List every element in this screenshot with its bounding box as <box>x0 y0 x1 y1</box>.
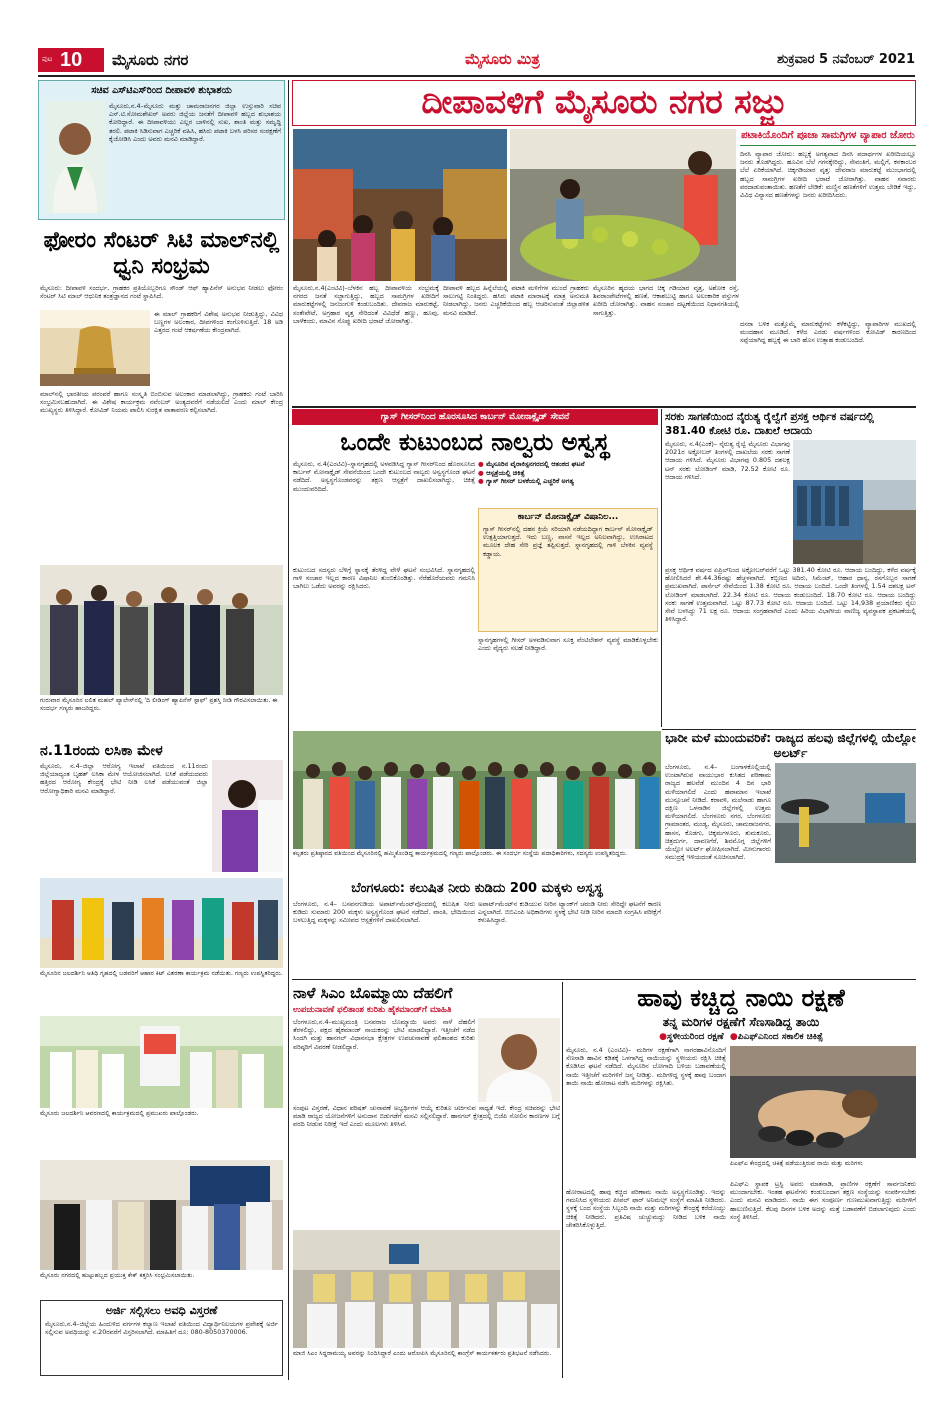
dog-bullet-2: ಪಿಎಫ್‌ಎನಿಂದ ಸಕಾಲಿಕ ಚಿಕಿತ್ಸೆ <box>737 1032 823 1042</box>
dog-photo-caption: ಪಿಎಫ್‌ಎ ಕೇಂದ್ರದಲ್ಲಿ ಚಿಕಿತ್ಸೆ ಪಡೆಯುತ್ತಿರುವ ನಾಯಿ ಮತ್ತು ಮರಿಗಳು <box>730 1160 863 1167</box>
award-caption: ಗುರುವಾರ ಮೈಸೂರಿನ ಲಲಿತ ಮಹಲ್ ಪ್ಯಾಲೇಸ್‌ನಲ್ಲಿ 'ದಿ ಲೀಡಿಂಗ್ ಹ್ಯಾಪಿನೆಸ್ ಸ್ಟಾಫ್' ಪ್ರಶಸ್ತಿ ನೀಡಿ ಗೌರವಿಸಲಾಯಿತು. ಈ ಸಂದರ್ಭ ಗಣ್ಯರು ಹಾಜರಿದ್ದರು. <box>40 697 278 712</box>
gas-body-1: ಮೈಸೂರು, ನ.4(ಎಂಟಿವಿ)–ಸ್ನಾನಗೃಹದಲ್ಲಿ ಅಳವಡಿಸಿದ್ದ ಗ್ಯಾಸ್ ಗೀಸರ್‌ನಿಂದ ಹೊರಸೂಸಿದ ಕಾರ್ಬನ್ ಮೋನಾಕ್ಸೈಡ್ ಸೇವನೆಯಿಂದ ಒಂದೇ ಕುಟುಂಬದ ನಾಲ್ವರು ಅಸ್ವಸ್ಥಗೊಂಡ ಘಟನೆ ನಡೆದಿದೆ. ಅಸ್ವಸ್ಥಗೊಂಡವರನ್ನು ತಕ್ಷಣ ಆಸ್ಪತ್ರೆಗೆ ದಾಖಲಿಸಲಾಗಿದ್ದು, ಚಿಕಿತ್ಸೆ ಮುಂದುವರಿದಿದೆ. <box>293 460 475 493</box>
cm-portrait <box>478 1018 560 1102</box>
dog-body-1: ಮೈಸೂರು, ನ.4 (ಎಂಟಿವಿ)– ಮರಿಗಳ ರಕ್ಷಣೆಗಾಗಿ ನಾಗರಹಾವಿನೊಂದಿಗೆ ಸೆಣಸಾಡಿ ಹಾವಿನ ಕಡಿತಕ್ಕೆ ಒಳಗಾಗಿದ್ದ ನಾಯಿಯನ್ನು ಸ್ಥಳೀಯರು ರಕ್ಷಿಸಿ ಚಿಕಿತ್ಸೆ ಕೊಡಿಸಿದ ಘಟನೆ ನಡೆದಿದೆ. ಮೈಸೂರಿನ ಬೋಗಾದಿ ಬಳಿಯ ಬಡಾವಣೆಯಲ್ಲಿ ನಾಯಿ ಇತ್ತೀಚೆಗೆ ಮರಿಗಳಿಗೆ ಜನ್ಮ ನೀಡಿತ್ತು. ಮರಿಗಳಿದ್ದ ಸ್ಥಳಕ್ಕೆ ಹಾವು ಬಂದಾಗ ತಾಯಿ ನಾಯಿ ಹೋರಾಟ ನಡೆಸಿ ಮರಿಗಳನ್ನು ರಕ್ಷಿಸಿತು. <box>566 1046 726 1087</box>
gas-bullets <box>478 460 658 504</box>
gas-bullet-3-text: ಗ್ಯಾಸ್ ಗೀಸರ್ ಬಳಕೆಯಲ್ಲಿ ಎಚ್ಚರಿಕೆ ಅಗತ್ಯ <box>486 477 574 486</box>
gas-headline: ಒಂದೇ ಕುಟುಂಬದ ನಾಲ್ವರು ಅಸ್ವಸ್ಥ <box>340 428 610 456</box>
minister-body: ಮೈಸೂರು,ನ.4–ಮೈಸೂರು ಮತ್ತು ಚಾಮರಾಜನಗರ ಜಿಲ್ಲಾ ಉಸ್ತುವಾರಿ ಸಚಿವ ಎಸ್.ಟಿ.ಸೋಮಶೇಖರ್ ಅವರು ಜಿಲ್ಲೆಯ ಜನತೆಗೆ ದೀಪಾವಳಿ ಹಬ್ಬದ ಶುಭಾಶಯ ಕೋರಿದ್ದಾರೆ. ಈ ದೀಪಾವಳಿಯು ಎಲ್ಲರ ಬಾಳಿನಲ್ಲಿ ಸುಖ, ಶಾಂತಿ ಮತ್ತು ಸಮೃದ್ಧಿ ತರಲಿ. ಪಟಾಕಿ ಸಿಡಿಸುವಾಗ ಎಚ್ಚರಿಕೆ ವಹಿಸಿ, ಹಸಿರು ಪಟಾಕಿ ಬಳಸಿ ಪರಿಸರ ಸಂರಕ್ಷಣೆಗೆ ಕೈಜೋಡಿಸಿ ಎಂದು ಅವರು ಮನವಿ ಮಾಡಿದ್ದಾರೆ. <box>109 102 281 143</box>
forum-bell-photo <box>40 310 150 386</box>
group-photo <box>293 731 661 849</box>
dog-bullet-1: ಸ್ಥಳೀಯರಿಂದ ರಕ್ಷಣೆ <box>666 1032 724 1042</box>
lead-body-3: ಮೈಸೂರಿನ ಹೃದಯ ಭಾಗದ ಚಿಕ್ಕ ಗಡಿಯಾರ ವೃತ್ತ, ಅಶೋಕ ರಸ್ತೆ, ಶಿವರಾಂಪೇಟೆಗಳಲ್ಲಿ ಹಣತೆ, ಆಕಾಶಬುಟ್ಟಿ ಹಾಗೂ ಅಲಂಕಾರಿಕ ವಸ್ತುಗಳ ಖರೀದಿ ಜೋರಾಗಿತ್ತು. ವಾಹನ ಸಂಚಾರ ದಟ್ಟಣೆಯಿಂದ ನಿಧಾನಗತಿಯಲ್ಲಿ ಸಾಗುತ್ತಿತ್ತು. <box>593 284 739 317</box>
railway-body-1: ಮೈಸೂರು, ನ.4(ಎಂಕೆ)– ನೈರುತ್ಯ ರೈಲ್ವೆ ಮೈಸೂರು ವಿಭಾಗವು 2021ರ ಅಕ್ಟೋಬರ್ ತಿಂಗಳಲ್ಲಿ ದಾಖಲೆಯ ಸರಕು ಸಾಗಣೆ ಆದಾಯ ಗಳಿಸಿದೆ. ಮೈಸೂರು ವಿಭಾಗವು 0.805 ದಶಲಕ್ಷ ಟನ್ ಸರಕು ಲೋಡಿಂಗ್ ಮಾಡಿ, 72.52 ಕೋಟಿ ರೂ. ಆದಾಯ ಗಳಿಸಿದೆ. <box>665 440 790 481</box>
masthead-rule <box>38 75 915 77</box>
lead-headline: ದೀಪಾವಳಿಗೆ ಮೈಸೂರು ನಗರ ಸಜ್ಜು <box>421 82 787 121</box>
cm-headline: ನಾಳೆ ಸಿಎಂ ಬೊಮ್ಮಾಯಿ ದೆಹಲಿಗೆ <box>293 984 453 1002</box>
bengaluru-body-1: ಬೆಂಗಳೂರು, ನ.4– ಬಸವನಗುಡಿಯ ಅಪಾರ್ಟ್‌ಮೆಂಟ್‌ವೊಂದರಲ್ಲಿ ಕಲುಷಿತ ನೀರು ಕುಡಿದು ಸುಮಾರು 200 ಮಕ್ಕಳು ಅಸ್ವಸ್ಥಗೊಂಡ ಘಟನೆ ನಡೆದಿದೆ. ವಾಂತಿ, ಭೇದಿಯಿಂದ ಬಳಲುತ್ತಿದ್ದ ಮಕ್ಕಳನ್ನು ಸಮೀಪದ ಆಸ್ಪತ್ರೆಗಳಿಗೆ ದಾಖಲಿಸಲಾಗಿದೆ. <box>293 900 475 925</box>
market-photo-2 <box>510 129 736 281</box>
gas-bullet-1: ● ಮೈಸೂರಿನ ವೈರಾಕಿಸ್ಪನಗರದಲ್ಲಿ ಆತಂಕದ ಘಟನೆ <box>478 460 585 468</box>
lead-sidebar-body: ದಿನಸಿ ವ್ಯಾಪಾರ ಜೋರು: ಹಬ್ಬಕ್ಕೆ ಅಗತ್ಯವಾದ ದಿನಸಿ ಪದಾರ್ಥಗಳ ಖರೀದಿಯಲ್ಲೂ ಜನರು ತೊಡಗಿದ್ದರು. ಹೂವಿನ ಬೆಲೆ ಗಗನಕ್ಕೇರಿದ್ದು, ಸೇವಂತಿಗೆ, ಮಲ್ಲಿಗೆ, ಕನಕಾಂಬರ ಬೆಲೆ ಏರಿಕೆಯಾಗಿದೆ. ಚಿಕ್ಕಗಡಿಯಾರ ವೃತ್ತ: ದೇವರಾಜ ಮಾರುಕಟ್ಟೆ ಮುಂಭಾಗದಲ್ಲಿ ಹಬ್ಬದ ಸಾಮಗ್ರಿಗಳ ಖರೀದಿ ಭರಾಟೆ ಜೋರಾಗಿತ್ತು. ವಾಹನ ಸವಾರರು ಪರದಾಡುವಂತಾಯಿತು. ಹಣತೆಗೆ ಬೇಡಿಕೆ: ಮಣ್ಣಿನ ಹಣತೆಗಳಿಗೆ ಉತ್ತಮ ಬೇಡಿಕೆ ಇದ್ದು, ವಿವಿಧ ವಿನ್ಯಾಸದ ಹಣತೆಗಳನ್ನು ಜನರು ಖರೀದಿಸಿದರು. <box>740 150 916 200</box>
cm-subhead: ಉಪಚುನಾವಣೆ ಫಲಿತಾಂಶ ಕುರಿತು ಹೈಕಮಾಂಡ್‌ಗೆ ಮಾಹಿತಿ <box>293 1005 452 1015</box>
application-body: ಮೈಸೂರು,ನ.4–ಜಿಲ್ಲೆಯ ಹಿಂದುಳಿದ ವರ್ಗಗಳ ಕಲ್ಯಾಣ ಇಲಾಖೆ ವತಿಯಿಂದ ವಿದ್ಯಾರ್ಥಿನಿಲಯಗಳ ಪ್ರವೇಶಕ್ಕೆ ಅರ್ಜಿ ಸಲ್ಲಿಸುವ ಅವಧಿಯನ್ನು ನ.20ರವರೆಗೆ ವಿಸ್ತರಿಸಲಾಗಿದೆ. ಮಾಹಿತಿಗೆ ದೂ: 080-8050370006. <box>45 1320 278 1337</box>
lead-bottom-rule <box>292 406 916 408</box>
dog-body-2: ಹೋರಾಟದಲ್ಲಿ ಹಾವು ಕಚ್ಚಿದ ಪರಿಣಾಮ ನಾಯಿ ಅಸ್ವಸ್ಥಗೊಂಡಿತ್ತು. ಇದನ್ನು ಗಮನಿಸಿದ ಸ್ಥಳೀಯರು ಪೀಪಲ್ ಫಾರ್ ಅನಿಮಲ್ಸ್ ಸಂಸ್ಥೆಗೆ ಮಾಹಿತಿ ನೀಡಿದರು. ಸ್ಥಳಕ್ಕೆ ಬಂದ ಸಂಸ್ಥೆಯ ಸಿಬ್ಬಂದಿ ನಾಯಿ ಮತ್ತು ಮರಿಗಳನ್ನು ಕೇಂದ್ರಕ್ಕೆ ಕರೆದೊಯ್ದು ಚಿಕಿತ್ಸೆ ನೀಡಿದರು. ಪ್ರತಿವಿಷ ಚುಚ್ಚುಮದ್ದು ನೀಡಿದ ಬಳಿಕ ನಾಯಿ ಚೇತರಿಸಿಕೊಳ್ಳುತ್ತಿದೆ. <box>566 1188 726 1229</box>
bengaluru-body-2: ಅಪಾರ್ಟ್‌ಮೆಂಟ್‌ನ ಕುಡಿಯುವ ನೀರಿನ ಟ್ಯಾಂಕ್‌ಗೆ ಚರಂಡಿ ನೀರು ಸೇರಿದ್ದೇ ಘಟನೆಗೆ ಕಾರಣ ಎನ್ನಲಾಗಿದೆ. ಬಿಬಿಎಂಪಿ ಅಧಿಕಾರಿಗಳು ಸ್ಥಳಕ್ಕೆ ಭೇಟಿ ನೀಡಿ ನೀರಿನ ಮಾದರಿ ಸಂಗ್ರಹಿಸಿ ಪರೀಕ್ಷೆಗೆ ಕಳುಹಿಸಿದ್ದಾರೆ. <box>478 900 661 925</box>
gas-bullet-2-text: ಆಸ್ಪತ್ರೆಯಲ್ಲಿ ಚಿಕಿತ್ಸೆ <box>486 468 525 477</box>
food-kit-photo <box>40 878 283 968</box>
masthead <box>30 48 915 74</box>
gas-bullet-3: ● ಗ್ಯಾಸ್ ಗೀಸರ್ ಬಳಕೆಯಲ್ಲಿ ಎಚ್ಚರಿಕೆ ಅಗತ್ಯ <box>478 477 574 486</box>
food-kit-caption: ಮೈಸೂರಿನ ಜಲದರ್ಶಿನಿ ಅತಿಥಿ ಗೃಹದಲ್ಲಿ ಬಡವರಿಗೆ ಆಹಾರ ಕಿಟ್ ವಿತರಣಾ ಕಾರ್ಯಕ್ರಮ ನಡೆಯಿತು. ಗಣ್ಯರು ಉಪಸ್ಥಿತರಿದ್ದರು. <box>40 970 283 977</box>
gas-kicker-bar <box>292 409 658 425</box>
forum-body-1: ಮೈಸೂರು: ದೀಪಾವಳಿ ಸಂದರ್ಭ, ಗ್ರಾಹಕರ ಪ್ರತಿಯೊಬ್ಬರಿಗೂ ಸೌಂಡ್ ಆಫ್ ಹ್ಯಾಪಿನೆಸ್ ಅನುಭವ ನೀಡಲು ಫೋರಂ ಸೆಂಟರ್ ಸಿಟಿ ಮಾಲ್ ಆಧುನಿಕ ತಂತ್ರಜ್ಞಾನದ ಗಂಟೆ ಸ್ಥಾಪಿಸಿದೆ. <box>40 284 283 301</box>
bengaluru-headline: ಬೆಂಗಳೂರು: ಕಲುಷಿತ ನೀರು ಕುಡಿದು 200 ಮಕ್ಕಳು ಅಸ್ವಸ್ಥ <box>351 881 603 896</box>
lead-body-4: ದಸರಾ ಬಳಿಕ ಮತ್ತೊಮ್ಮೆ ಮಾರುಕಟ್ಟೆಗಳು ಕಳೆಕಟ್ಟಿದ್ದು, ವ್ಯಾಪಾರಿಗಳ ಮುಖದಲ್ಲಿ ಮಂದಹಾಸ ಮೂಡಿದೆ. ಕಳೆದ ಎರಡು ವರ್ಷಗಳಿಂದ ಕೋವಿಡ್ ಕಾರಣದಿಂದ ಸಪ್ಪೆಯಾಗಿದ್ದ ಹಬ್ಬಕ್ಕೆ ಈ ಬಾರಿ ಹೊಸ ಉತ್ಸಾಹ ಕಂಡುಬಂದಿದೆ. <box>740 320 916 345</box>
paper-name: ಮೈಸೂರು ಮಿತ್ರ <box>465 50 540 68</box>
gas-info-box <box>478 508 658 632</box>
lead-sidebar-headline: ಪಟಾಕಿಯೊಂದಿಗೆ ಪೂಜಾ ಸಾಮಗ್ರಿಗಳ ವ್ಯಾಪಾರ ಜೋರು <box>740 129 916 146</box>
railway-headline: ಸರಕು ಸಾಗಣೆಯಿಂದ ನೈರುತ್ಯ ರೈಲ್ವೆಗೆ ಪ್ರಸಕ್ತ ಆರ್ಥಿಕ ವರ್ಷದಲ್ಲಿ 381.40 ಕೋಟಿ ರೂ. ದಾಖಲೆ ಆದಾಯ <box>665 411 874 437</box>
minister-headline: ಸಚಿವ ಎಸ್‌ಟಿಎಸ್‌ರಿಂದ ದೀಪಾವಳಿ ಶುಭಾಶಯ <box>91 85 232 96</box>
dog-photo <box>730 1046 916 1158</box>
left-column-divider <box>288 80 289 1380</box>
forum-body-2: ಈ ಮಾಲ್ ಗ್ರಾಹಕರಿಗೆ ವಿಶೇಷ ಅನುಭವ ನೀಡುತ್ತಿದ್ದು, ವಿವಿಧ ಬಣ್ಣಗಳ ಅಲಂಕಾರ, ದೀಪಗಳಿಂದ ಕಂಗೊಳಿಸುತ್ತಿದೆ. 18 ಅಡಿ ಎತ್ತರದ ಗಂಟೆ ಆಕರ್ಷಣೆಯ ಕೇಂದ್ರವಾಗಿದೆ. <box>154 310 283 335</box>
application-headline: ಅರ್ಜಿ ಸಲ್ಲಿಸಲು ಅವಧಿ ವಿಸ್ತರಣೆ <box>105 1304 218 1317</box>
forum-headline: ಫೋರಂ ಸೆಂಟರ್ ಸಿಟಿ ಮಾಲ್‌ನಲ್ಲಿ ಧ್ವನಿ ಸಂಭ್ರಮ <box>43 228 280 279</box>
cake-caption: ಮೈಸೂರು ನಗರದಲ್ಲಿ ಹುಟ್ಟುಹಬ್ಬದ ಪ್ರಯುಕ್ತ ಕೇಕ್ ಕತ್ತರಿಸಿ ಸಂಭ್ರಮಿಸಲಾಯಿತು. <box>40 1272 195 1279</box>
flag-caption: ಮೈಸೂರು ಜಲದರ್ಶಿನಿ ಆವರಣದಲ್ಲಿ ಕಾರ್ಯಕ್ರಮದಲ್ಲಿ ಪ್ರಮುಖರು ಪಾಲ್ಗೊಂಡರು. <box>40 1110 199 1117</box>
dog-bullets: ●ಸ್ಥಳೀಯರಿಂದ ರಕ್ಷಣೆ ●ಪಿಎಫ್‌ಎನಿಂದ ಸಕಾಲಿಕ ಚಿಕಿತ್ಸೆ <box>659 1032 823 1042</box>
cm-body-2: ಸಂಪುಟ ವಿಸ್ತರಣೆ, ವಿಧಾನ ಪರಿಷತ್ ಚುನಾವಣೆ ಅಭ್ಯರ್ಥಿಗಳ ಆಯ್ಕೆ ಕುರಿತೂ ಚರ್ಚಿಸುವ ಸಾಧ್ಯತೆ ಇದೆ. ಕೇಂದ್ರ ಸಚಿವರನ್ನು ಭೇಟಿ ಮಾಡಿ ರಾಜ್ಯದ ಯೋಜನೆಗಳಿಗೆ ಅನುದಾನ ಬಿಡುಗಡೆಗೆ ಮನವಿ ಸಲ್ಲಿಸಲಿದ್ದಾರೆ. ಹಾನಗಲ್ ಕ್ಷೇತ್ರದಲ್ಲಿ ಬಿಜೆಪಿ ಸೋಲಿನ ಕಾರಣಗಳ ಬಗ್ಗೆ ವರದಿ ನೀಡುವ ನಿರೀಕ್ಷೆ ಇದೆ ಎಂದು ಮೂಲಗಳು ತಿಳಿಸಿವೆ. <box>293 1104 560 1129</box>
section-title: ಮೈಸೂರು ನಗರ <box>112 51 189 69</box>
rain-body-continued <box>665 867 916 927</box>
gas-bullet-1-text: ಮೈಸೂರಿನ ವೈರಾಕಿಸ್ಪನಗರದಲ್ಲಿ ಆತಂಕದ ಘಟನೆ <box>486 460 585 468</box>
minister-wishes-box <box>38 80 285 220</box>
page-number-badge <box>38 48 104 72</box>
gas-body-2: ಕುಟುಂಬದ ಸದಸ್ಯರು ಬೆಳಿಗ್ಗೆ ಸ್ನಾನಕ್ಕೆ ತೆರಳಿದ್ದ ವೇಳೆ ಘಟನೆ ಸಂಭವಿಸಿದೆ. ಸ್ನಾನಗೃಹದಲ್ಲಿ ಗಾಳಿ ಸಂಚಾರ ಇಲ್ಲದ ಕಾರಣ ವಿಷಾನಿಲ ತುಂಬಿಕೊಂಡಿತ್ತು. ನೆರೆಹೊರೆಯವರು ಗಮನಿಸಿ ಬಾಗಿಲು ಒಡೆದು ಅವರನ್ನು ರಕ್ಷಿಸಿದರು. <box>293 566 475 591</box>
vaccine-headline: ನ.11ರಂದು ಲಸಿಕಾ ಮೇಳ <box>40 743 163 759</box>
vaccine-body: ಮೈಸೂರು, ನ.4–ಜಿಲ್ಲಾ ಆರೋಗ್ಯ ಇಲಾಖೆ ವತಿಯಿಂದ ನ.11ರಂದು ಜಿಲ್ಲೆಯಾದ್ಯಂತ ಬೃಹತ್ ಲಸಿಕಾ ಮೇಳ ಆಯೋಜಿಸಲಾಗಿದೆ. ಲಸಿಕೆ ಪಡೆಯದವರು ಹತ್ತಿರದ ಆರೋಗ್ಯ ಕೇಂದ್ರಕ್ಕೆ ಭೇಟಿ ನೀಡಿ ಲಸಿಕೆ ಪಡೆಯುವಂತೆ ಜಿಲ್ಲಾ ಆರೋಗ್ಯಾಧಿಕಾರಿ ಮನವಿ ಮಾಡಿದ್ದಾರೆ. <box>40 762 208 795</box>
group-caption: ಕಲ್ಪತರು ಪ್ರತಿಷ್ಠಾನದ ವತಿಯಿಂದ ಮೈಸೂರಿನಲ್ಲಿ ಹಮ್ಮಿಕೊಂಡಿದ್ದ ಕಾರ್ಯಕ್ರಮದಲ್ಲಿ ಗಣ್ಯರು ಪಾಲ್ಗೊಂಡರು. ಈ ಸಂದರ್ಭ ಸಂಸ್ಥೆಯ ಪದಾಧಿಕಾರಿಗಳು, ಸದಸ್ಯರು ಉಪಸ್ಥಿತರಿದ್ದರು. <box>293 850 628 857</box>
gas-kicker: ಗ್ಯಾಸ್ ಗೀಸರ್‌ನಿಂದ ಹೊರಸೂಸಿದ ಕಾರ್ಬನ್ ಮೋನಾಕ್ಸೈಡ್ ಸೇವನೆ <box>380 412 570 422</box>
gas-box-body: ಗ್ಯಾಸ್ ಗೀಸರ್‌ನಲ್ಲಿ ದಹನ ಕ್ರಿಯೆ ಸರಿಯಾಗಿ ನಡೆಯದಿದ್ದಾಗ ಕಾರ್ಬನ್ ಮೋನಾಕ್ಸೈಡ್ ಉತ್ಪತ್ತಿಯಾಗುತ್ತದೆ. ಇದು ಬಣ್ಣ, ವಾಸನೆ ಇಲ್ಲದ ಅನಿಲವಾಗಿದ್ದು, ಉಸಿರಾಟದ ಮೂಲಕ ದೇಹ ಸೇರಿ ಪ್ರಜ್ಞೆ ತಪ್ಪಿಸುತ್ತದೆ. ಸ್ನಾನಗೃಹದಲ್ಲಿ ಗಾಳಿ ಬೆಳಕಿನ ವ್ಯವಸ್ಥೆ ಕಡ್ಡಾಯ. <box>483 525 653 558</box>
gas-bullet-2: ● ಆಸ್ಪತ್ರೆಯಲ್ಲಿ ಚಿಕಿತ್ಸೆ <box>478 468 525 477</box>
railway-photo <box>793 440 916 564</box>
minister-portrait <box>45 101 105 213</box>
dog-body-3: ಪಿಎಫ್‌ಎ ಸ್ಥಾಪಕ ಟ್ರಸ್ಟಿ ಅವರು ಮಾತನಾಡಿ, ಪ್ರಾಣಿಗಳ ರಕ್ಷಣೆಗೆ ಸಾರ್ವಜನಿಕರು ಮುಂದಾಗಬೇಕು. ಇಂತಹ ಘಟನೆಗಳು ಕಂಡುಬಂದಾಗ ತಕ್ಷಣ ಸಂಸ್ಥೆಯನ್ನು ಸಂಪರ್ಕಿಸಬೇಕು ಎಂದು ಮನವಿ ಮಾಡಿದರು. ನಾಯಿ ಈಗ ಸಂಪೂರ್ಣ ಗುಣಮುಖವಾಗುತ್ತಿದ್ದು ಮರಿಗಳಿಗೆ ಹಾಲುಣಿಸುತ್ತಿದೆ. ಕೆಲವು ದಿನಗಳ ಬಳಿಕ ಅದನ್ನು ಮತ್ತೆ ಬಡಾವಣೆಗೆ ಬಿಡಲಾಗುವುದು ಎಂದು ಸಂಸ್ಥೆ ತಿಳಿಸಿದೆ. <box>730 1180 916 1221</box>
page-label: ಪುಟ <box>42 55 53 63</box>
railway-bottom-rule <box>662 729 916 730</box>
flag-photo <box>40 1016 283 1108</box>
dog-headline: ಹಾವು ಕಚ್ಚಿದ್ದ ನಾಯಿ ರಕ್ಷಣೆ <box>637 984 845 1012</box>
application-box <box>40 1300 283 1376</box>
rain-body: ಬೆಂಗಳೂರು, ನ.4– ಬಂಗಾಳಕೊಲ್ಲಿಯಲ್ಲಿ ಉಂಟಾಗಿರುವ ವಾಯುಭಾರ ಕುಸಿತದ ಪರಿಣಾಮ ರಾಜ್ಯದ ಹಲವೆಡೆ ಮುಂದಿನ 4 ದಿನ ಭಾರಿ ಮಳೆಯಾಗಲಿದೆ ಎಂದು ಹವಾಮಾನ ಇಲಾಖೆ ಮುನ್ಸೂಚನೆ ನೀಡಿದೆ. ಕರಾವಳಿ, ಮಲೆನಾಡು ಹಾಗೂ ದಕ್ಷಿಣ ಒಳನಾಡಿನ ಜಿಲ್ಲೆಗಳಲ್ಲಿ ಉತ್ತಮ ಮಳೆಯಾಗಲಿದೆ. ಬೆಂಗಳೂರು ನಗರ, ಬೆಂಗಳೂರು ಗ್ರಾಮಾಂತರ, ಮಂಡ್ಯ, ಮೈಸೂರು, ಚಾಮರಾಜನಗರ, ಹಾಸನ, ಕೊಡಗು, ಚಿಕ್ಕಮಗಳೂರು, ತುಮಕೂರು, ಚಿತ್ರದುರ್ಗ, ದಾವಣಗೆರೆ, ಶಿವಮೊಗ್ಗ ಜಿಲ್ಲೆಗಳಿಗೆ ಯೆಲ್ಲೋ ಅಲರ್ಟ್ ಘೋಷಿಸಲಾಗಿದೆ. ಮೀನುಗಾರರು ಸಮುದ್ರಕ್ಕೆ ಇಳಿಯದಂತೆ ಸೂಚಿಸಲಾಗಿದೆ. <box>665 763 771 865</box>
gas-body-3: ಸ್ನಾನಗೃಹಗಳಲ್ಲಿ ಗೀಸರ್ ಅಳವಡಿಸುವಾಗ ಸೂಕ್ತ ವೆಂಟಿಲೇಶನ್ ವ್ಯವಸ್ಥೆ ಮಾಡಿಕೊಳ್ಳಬೇಕು ಎಂದು ವೈದ್ಯರು ಸಲಹೆ ನೀಡಿದ್ದಾರೆ. <box>478 636 658 653</box>
lead-sidebar <box>740 129 916 315</box>
lead-body-1: ಮೈಸೂರು,ನ.4(ಎಂಟಿವಿ)–ಬೆಳಕಿನ ಹಬ್ಬ ದೀಪಾವಳಿಯ ಸಂಭ್ರಮಕ್ಕೆ ನಗರದ ಜನತೆ ಸಜ್ಜಾಗುತ್ತಿದ್ದು, ಹಬ್ಬದ ಸಾಮಗ್ರಿಗಳ ಖರೀದಿಗೆ ಮಾರುಕಟ್ಟೆಗಳಲ್ಲಿ ಜನಜಂಗುಳಿ ಕಂಡುಬಂದಿತು. ದೇವರಾಜ ಮಾರುಕಟ್ಟೆ, ಸಂತೇಪೇಟೆ, ಅಗ್ರಹಾರ ವೃತ್ತ ಸೇರಿದಂತೆ ವಿವಿಧೆಡೆ ಹಣ್ಣು, ಹೂವು, ಬಾಳೆಕಂದು, ಮಾವಿನ ಸೊಪ್ಪು ಖರೀದಿ ಭರಾಟೆ ಜೋರಾಗಿತ್ತು. <box>293 284 439 325</box>
issue-date: ಶುಕ್ರವಾರ 5 ನವೆಂಬರ್ 2021 <box>776 52 915 67</box>
rain-headline: ಭಾರೀ ಮಳೆ ಮುಂದುವರಿಕೆ: ರಾಜ್ಯದ ಹಲವು ಜಿಲ್ಲೆಗಳಲ್ಲಿ ಯೆಲ್ಲೋ ಅಲರ್ಟ್ <box>665 731 916 760</box>
cake-photo <box>40 1160 283 1270</box>
lead-headline-box <box>292 80 916 126</box>
forum-body-3: ಮಾಲ್‌ನಲ್ಲಿ ಭಾರತೀಯ ಪರಂಪರೆ ಹಾಗೂ ಸಂಸ್ಕೃತಿ ಬಿಂಬಿಸುವ ಅಲಂಕಾರ ಮಾಡಲಾಗಿದ್ದು, ಗ್ರಾಹಕರು ಗಂಟೆ ಬಾರಿಸಿ ಸಂಭ್ರಮಿಸಬಹುದಾಗಿದೆ. ಈ ವಿಶೇಷ ಕಾರ್ಯಕ್ರಮ ನವೆಂಬರ್ ಅಂತ್ಯದವರೆಗೆ ನಡೆಯಲಿದೆ ಎಂದು ಮಾಲ್ ಕೇಂದ್ರ ಮುಖ್ಯಸ್ಥರು ತಿಳಿಸಿದ್ದಾರೆ. ಕೋವಿಡ್ ನಿಯಮ ಪಾಲಿಸಿ ಸುರಕ್ಷಿತ ವಾತಾವರಣ ಕಲ್ಪಿಸಲಾಗಿದೆ. <box>40 390 283 415</box>
cm-body-1: ಬೆಂಗಳೂರು,ನ.4–ಮುಖ್ಯಮಂತ್ರಿ ಬಸವರಾಜ ಬೊಮ್ಮಾಯಿ ಅವರು ನಾಳೆ ದೆಹಲಿಗೆ ತೆರಳಲಿದ್ದು, ಪಕ್ಷದ ಹೈಕಮಾಂಡ್ ನಾಯಕರನ್ನು ಭೇಟಿ ಮಾಡಲಿದ್ದಾರೆ. ಇತ್ತೀಚೆಗೆ ನಡೆದ ಸಿಂದಗಿ ಮತ್ತು ಹಾನಗಲ್ ವಿಧಾನಸಭಾ ಕ್ಷೇತ್ರಗಳ ಉಪಚುನಾವಣೆ ಫಲಿತಾಂಶದ ಕುರಿತು ವರಿಷ್ಠರಿಗೆ ವಿವರಣೆ ನೀಡಲಿದ್ದಾರೆ. <box>293 1018 475 1051</box>
gas-box-headline: ಕಾರ್ಬನ್ ಮೋನಾಕ್ಸೈಡ್ ವಿಷಾನಿಲ... <box>517 512 619 522</box>
page-number: 10 <box>60 49 83 71</box>
gas-right-divider <box>661 409 662 727</box>
railway-body-2: ಪ್ರಸಕ್ತ ಆರ್ಥಿಕ ವರ್ಷದ ಏಪ್ರಿಲ್‌ನಿಂದ ಅಕ್ಟೋಬರ್‌ವರೆಗೆ ಒಟ್ಟು 381.40 ಕೋಟಿ ರೂ. ಆದಾಯ ಬಂದಿದ್ದು, ಕಳೆದ ವರ್ಷಕ್ಕೆ ಹೋಲಿಸಿದರೆ ಶೇ.44.36ರಷ್ಟು ಹೆಚ್ಚಳವಾಗಿದೆ. ಕಬ್ಬಿಣದ ಅದಿರು, ಸಿಮೆಂಟ್, ಆಹಾರ ಧಾನ್ಯ, ರಸಗೊಬ್ಬರ ಸಾಗಣೆ ಪ್ರಮುಖವಾಗಿದೆ. ಪಾರ್ಸೆಲ್ ಸೇವೆಯಿಂದ 1.38 ಕೋಟಿ ರೂ. ಆದಾಯ ಬಂದಿದೆ. ಒಂದೇ ತಿಂಗಳಲ್ಲಿ 1.54 ದಶಲಕ್ಷ ಟನ್ ಲೋಡಿಂಗ್ ಮಾಡಲಾಗಿದೆ. 22.34 ಕೋಟಿ ರೂ. ಆದಾಯ ಕಂಡುಬಂದಿದೆ. 18.70 ಕೋಟಿ ರೂ. ಆದಾಯ ಬಂದಿದ್ದು ಸರಕು ಸಾಗಣೆ ಉತ್ತಮವಾಗಿದೆ. ಒಟ್ಟು 87.73 ಕೋಟಿ ರೂ. ಆದಾಯ ಬಂದಿದೆ. ಒಟ್ಟು 14,938 ಪ್ರಯಾಣಿಕರು ರೈಲು ಸೇವೆ ಬಳಸಿದ್ದು 71 ಲಕ್ಷ ರೂ. ಆದಾಯ ಸಂಗ್ರಹವಾಗಿದೆ ಎಂದು ಹಿರಿಯ ವಿಭಾಗೀಯ ವಾಣಿಜ್ಯ ವ್ಯವಸ್ಥಾಪಕ ಪ್ರಕಟಣೆಯಲ್ಲಿ ತಿಳಿಸಿದ್ದಾರೆ. <box>665 566 916 624</box>
bengaluru-bottom-rule <box>292 979 916 980</box>
dog-subhead: ತನ್ನ ಮರಿಗಳ ರಕ್ಷಣೆಗೆ ಸೆಣಸಾಡಿದ್ದ ತಾಯಿ <box>662 1015 820 1029</box>
award-photo <box>40 565 283 695</box>
protest-caption: ಮಾಜಿ ಸಿಎಂ ಸಿದ್ದರಾಮಯ್ಯ ಅವರನ್ನು ನಿಂದಿಸಿದ್ದಾರೆ ಎಂದು ಆರೋಪಿಸಿ ಮೈಸೂರಿನಲ್ಲಿ ಕಾಂಗ್ರೆಸ್ ಕಾರ್ಯಕರ್ತರು ಪ್ರತಿಭಟನೆ ನಡೆಸಿದರು. <box>293 1350 552 1357</box>
vaccine-photo <box>212 760 283 872</box>
lead-body-2: ದೀಪಾವಳಿ ಹಬ್ಬದ ಹಿನ್ನೆಲೆಯಲ್ಲಿ ಪಟಾಕಿ ಮಳಿಗೆಗಳ ಮುಂದೆ ಗ್ರಾಹಕರು ಸಾಲುಗಟ್ಟಿ ನಿಂತಿದ್ದರು. ಹಸಿರು ಪಟಾಕಿ ಮಾರಾಟಕ್ಕೆ ಮಾತ್ರ ಅನುಮತಿ ನೀಡಲಾಗಿದ್ದು, ಜನರು ಎಚ್ಚರಿಕೆಯಿಂದ ಹಬ್ಬ ಆಚರಿಸುವಂತೆ ಜಿಲ್ಲಾಡಳಿತ ಮನವಿ ಮಾಡಿದೆ. <box>443 284 589 317</box>
cm-right-divider <box>562 982 563 1378</box>
market-photo-1 <box>293 129 507 281</box>
protest-photo <box>293 1230 560 1348</box>
